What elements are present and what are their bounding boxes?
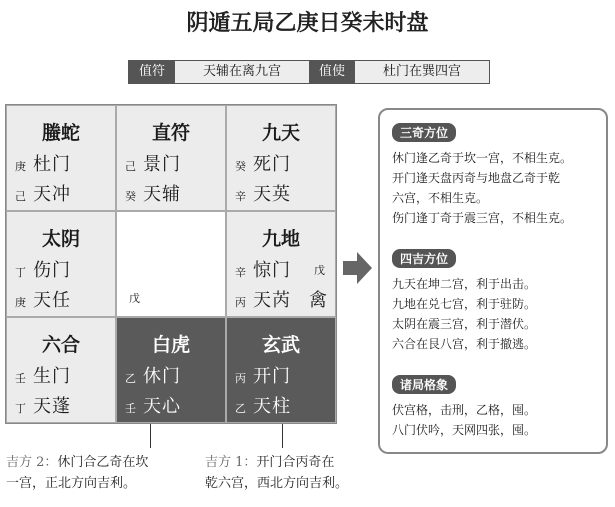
palace-grid xyxy=(5,104,337,424)
palace-god: 九天 xyxy=(261,122,300,144)
arrow-right-icon xyxy=(343,250,373,286)
palace-kan xyxy=(116,317,226,423)
palace-side-star: 禽 xyxy=(309,290,327,311)
palace-gen xyxy=(6,317,116,423)
palace-side-stem: 戊 xyxy=(314,264,325,277)
palace-stem: 己 xyxy=(15,190,27,203)
section-line: 休门逢乙奇于坎一宫，不相生克。 xyxy=(392,151,573,165)
palace-stem: 辛 xyxy=(235,190,247,203)
palace-door: 伤门 xyxy=(33,260,71,281)
palace-qian xyxy=(226,317,336,423)
note-key: 吉方 1： xyxy=(205,455,257,470)
zhifu-value: 天辅在离九宫 xyxy=(175,61,309,83)
palace-stem: 乙 xyxy=(235,402,247,415)
palace-god: 直符 xyxy=(151,122,190,144)
palace-kun xyxy=(226,105,336,211)
section-title: 三奇方位 xyxy=(392,123,456,142)
note-right xyxy=(205,452,348,494)
palace-stem: 丙 xyxy=(235,372,247,385)
note-text: 休门合乙奇在坎 xyxy=(57,455,149,470)
palace-dui xyxy=(226,211,336,317)
palace-stem: 辛 xyxy=(235,266,247,279)
zhishi-key: 值使 xyxy=(309,61,355,83)
section-line: 太阴在震三宫，利于潜伏。 xyxy=(392,317,537,331)
palace-zhen xyxy=(6,211,116,317)
palace-door: 惊门 xyxy=(253,260,291,281)
callout-line xyxy=(282,424,283,448)
palace-god: 螣蛇 xyxy=(41,122,80,144)
duty-labels xyxy=(128,60,490,84)
section-line: 伤门逢丁奇于震三宫，不相生克。 xyxy=(392,211,573,225)
callout-line xyxy=(150,424,151,448)
palace-star: 天英 xyxy=(253,184,291,205)
palace-door: 景门 xyxy=(143,154,181,175)
zhishi-value: 杜门在巽四宫 xyxy=(355,61,489,83)
palace-stem: 己 xyxy=(125,160,137,173)
section-line: 六合在艮八宫，利于撤逃。 xyxy=(392,337,537,351)
palace-li xyxy=(116,105,226,211)
palace-center xyxy=(116,211,226,317)
zhifu-key: 值符 xyxy=(129,61,175,83)
palace-star: 天蓬 xyxy=(33,396,71,417)
siji-section xyxy=(392,248,598,354)
section-title: 四吉方位 xyxy=(392,249,456,268)
palace-stem: 戊 xyxy=(129,292,140,305)
note-left xyxy=(6,452,148,494)
section-line: 开门逢天盘丙奇与地盘乙奇于乾 xyxy=(392,171,561,185)
palace-xun xyxy=(6,105,116,211)
palace-door: 生门 xyxy=(33,366,71,387)
section-line: 伏宫格，击刑，乙格，囤。 xyxy=(392,403,537,417)
palace-god: 白虎 xyxy=(151,334,190,356)
palace-stem: 庚 xyxy=(15,296,27,309)
palace-stem: 庚 xyxy=(15,160,27,173)
palace-door: 休门 xyxy=(143,366,181,387)
section-line: 九地在兑七宫，利于驻防。 xyxy=(392,297,537,311)
analysis-panel xyxy=(378,108,608,454)
section-line: 八门伏吟，天网四张，囤。 xyxy=(392,423,537,437)
sanqi-section xyxy=(392,122,598,228)
palace-stem: 丙 xyxy=(235,296,247,309)
palace-star: 天任 xyxy=(33,290,71,311)
palace-stem: 乙 xyxy=(125,372,137,385)
palace-stem: 癸 xyxy=(235,160,247,173)
chart-title: 阴遁五局乙庚日癸未时盘 xyxy=(186,11,429,36)
palace-star: 天冲 xyxy=(33,184,71,205)
palace-stem: 丁 xyxy=(15,402,27,415)
geju-section xyxy=(392,374,598,440)
palace-door: 开门 xyxy=(253,366,291,387)
note-text: 开门合丙奇在 xyxy=(256,455,335,470)
palace-god: 六合 xyxy=(41,334,80,356)
note-key: 吉方 2： xyxy=(6,455,58,470)
palace-star: 天柱 xyxy=(253,396,291,417)
palace-stem: 癸 xyxy=(125,190,137,203)
palace-stem: 壬 xyxy=(15,372,27,385)
palace-god: 太阴 xyxy=(41,228,80,250)
section-line: 六宫，不相生克。 xyxy=(392,191,489,205)
section-line: 九天在坤二宫，利于出击。 xyxy=(392,277,537,291)
palace-door: 死门 xyxy=(253,154,291,175)
palace-star: 天心 xyxy=(143,396,181,417)
palace-god: 玄武 xyxy=(261,334,300,356)
palace-star: 天辅 xyxy=(143,184,181,205)
palace-stem: 丁 xyxy=(15,266,27,279)
palace-door: 杜门 xyxy=(33,154,71,175)
palace-star: 天芮 xyxy=(253,290,291,311)
section-title: 诸局格象 xyxy=(392,375,456,394)
note-text: 一宫，正北方向吉利。 xyxy=(6,476,137,491)
palace-god: 九地 xyxy=(261,228,300,250)
palace-stem: 壬 xyxy=(125,402,137,415)
note-text: 乾六宫，西北方向吉利。 xyxy=(205,476,349,491)
